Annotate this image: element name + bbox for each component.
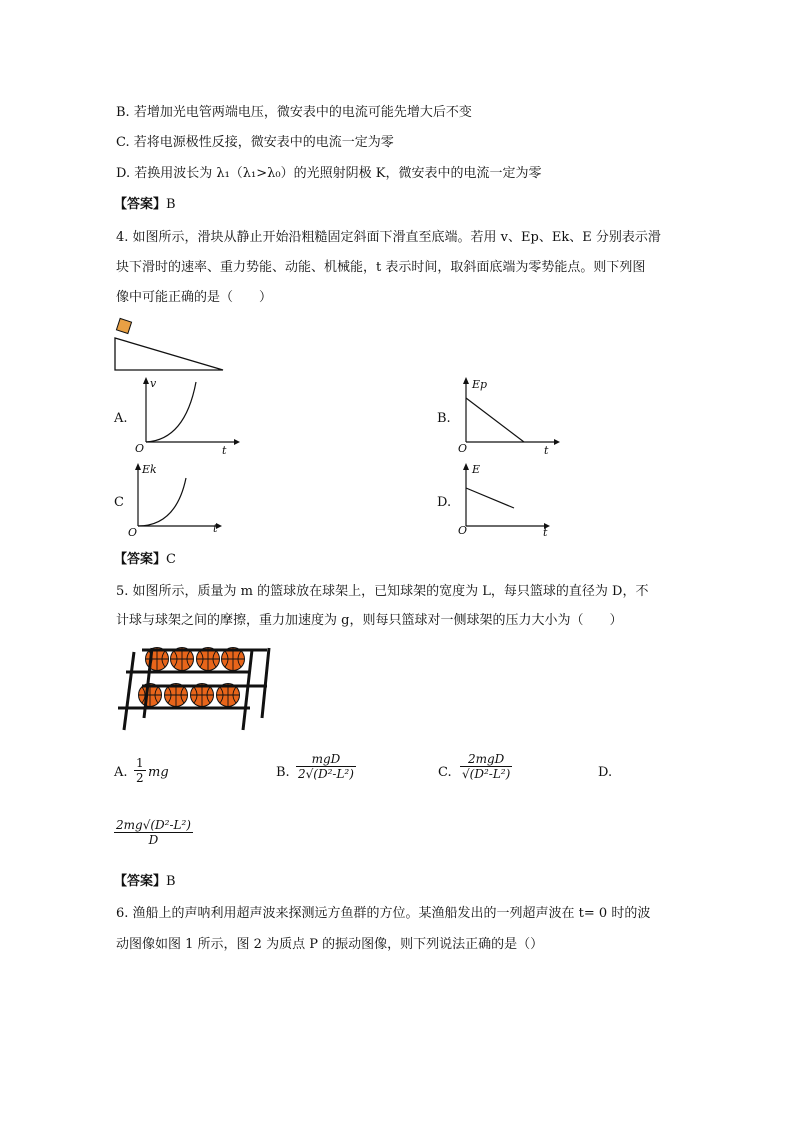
q5-option-a-label: A. — [114, 765, 128, 780]
fraction-denominator: 2 — [136, 771, 144, 785]
fraction-denominator: D — [114, 832, 193, 847]
q5-option-d-label: D. — [598, 765, 613, 780]
fraction-denominator: √(D²-L²) — [462, 767, 511, 781]
q4-line-2: 块下滑时的速率、重力势能、动能、机械能，t 表示时间，取斜面底端为零势能点。则下列图 — [116, 260, 646, 275]
answer-label: 【答案】 — [114, 552, 167, 567]
graph-a-xlabel: t — [222, 444, 227, 457]
graph-c-ylabel: Ek — [142, 463, 157, 476]
answer-value: B — [166, 874, 176, 889]
graph-a-origin: O — [135, 442, 145, 455]
q5-option-b-fraction — [296, 752, 356, 781]
q4-option-c-label: C — [114, 495, 124, 510]
fraction-numerator: 1 — [136, 756, 144, 770]
graph-b-origin: O — [458, 442, 468, 455]
graph-a-ylabel: v — [150, 377, 157, 390]
fraction-numerator: 2mg√(D²-L²) — [116, 818, 191, 832]
graph-d-xlabel: t — [543, 526, 548, 539]
fraction-numerator: mgD — [311, 752, 341, 766]
graph-c-xlabel: t — [213, 522, 218, 535]
q4-answer — [114, 550, 176, 570]
graph-b-xlabel: t — [544, 444, 549, 457]
answer-label: 【答案】 — [114, 197, 167, 212]
graph-d-origin: O — [458, 524, 468, 537]
q6-line-2: 动图像如图 1 所示，图 2 为质点 P 的振动图像，则下列说法正确的是（） — [116, 937, 544, 952]
q4-option-a-label: A. — [114, 411, 128, 426]
q3-option-d: D. 若换用波长为 λ₁（λ₁>λ₀）的光照射阴极 K，微安表中的电流一定为零 — [116, 166, 542, 181]
graph-b-ylabel: Ep — [472, 378, 488, 391]
fraction-denominator: 2√(D²-L²) — [298, 767, 354, 781]
answer-value: C — [166, 552, 176, 567]
q4-option-b-label: B. — [437, 411, 451, 426]
q6-line-1: 6. 渔船上的声呐利用超声波来探测远方鱼群的方位。某渔船发出的一列超声波在 t= 0 时的波 — [116, 906, 651, 921]
graph-c — [124, 462, 234, 540]
graph-b — [452, 376, 562, 454]
q5-option-c-label: C. — [438, 765, 452, 780]
q5-option-c-fraction — [460, 752, 512, 781]
incline-figure — [110, 316, 230, 374]
q5-option-a-tail: mg — [148, 765, 169, 780]
q5-line-1: 5. 如图所示，质量为 m 的篮球放在球架上，已知球架的宽度为 L，每只篮球的直径为 D，不 — [116, 584, 649, 599]
q5-option-d-fraction — [114, 818, 193, 847]
graph-c-origin: O — [128, 526, 138, 539]
q3-option-b: B. 若增加光电管两端电压，微安表中的电流可能先增大后不变 — [116, 105, 472, 120]
q4-line-1: 4. 如图所示，滑块从静止开始沿粗糙固定斜面下滑直至底端。若用 v、Ep、Ek、E 分别表示滑 — [116, 230, 661, 245]
basketball-rack-figure — [112, 642, 274, 732]
q5-option-b-label: B. — [276, 765, 290, 780]
q5-option-a-fraction — [134, 756, 146, 785]
q5-line-2: 计球与球架之间的摩擦，重力加速度为 g，则每只篮球对一侧球架的压力大小为（ ） — [116, 613, 623, 628]
q4-option-d-label: D. — [437, 495, 452, 510]
q5-answer — [114, 872, 176, 892]
graph-d-ylabel: E — [472, 463, 481, 476]
q3-option-c: C. 若将电源极性反接，微安表中的电流一定为零 — [116, 135, 394, 150]
graph-a — [130, 376, 240, 454]
answer-value: B — [166, 197, 176, 212]
answer-label: 【答案】 — [114, 874, 167, 889]
fraction-numerator: 2mgD — [467, 752, 505, 766]
q3-answer — [114, 195, 176, 215]
q4-line-3: 像中可能正确的是（ ） — [116, 290, 273, 305]
